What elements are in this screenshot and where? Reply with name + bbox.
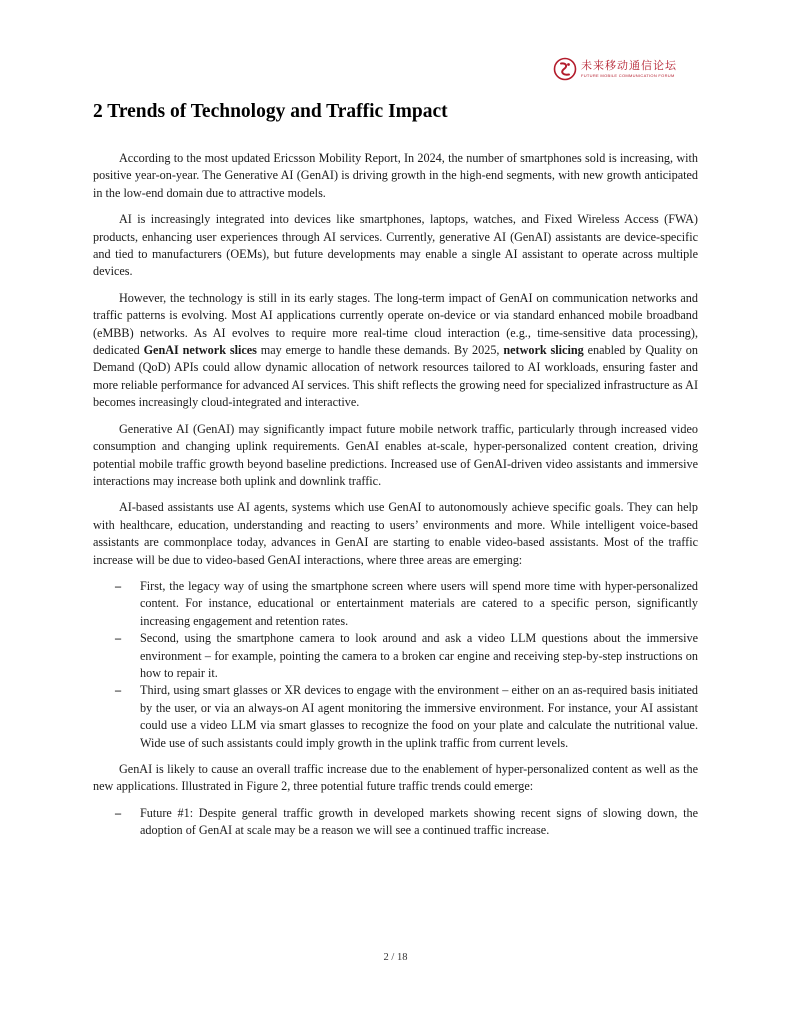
list-item — [93, 682, 698, 752]
paragraph-1: According to the most updated Ericsson Mobility Report, In 2024, the number of smartphones sold is increasing, with positive year-on-year. The Generative AI (GenAI) is driving growth in the high-end segments, with new growth anticipated in the low-end domain due to attractive models. — [93, 151, 698, 200]
document-body — [93, 150, 698, 849]
list-item-text: Future #1: Despite general traffic growth in developed markets showing recent signs of slowing down, the adoption of GenAI at scale may be a reason we will see a continued traffic increase. — [140, 805, 698, 838]
future-trends-list — [93, 805, 698, 840]
forum-logo — [553, 52, 703, 86]
bullet-dash: – — [115, 578, 122, 593]
list-item-text: Second, using the smartphone camera to look around and ask a video LLM questions about the immersive environment – for example, pointing the camera to a broken car engine and receiving step-by-step instructions on how to repair it. — [140, 631, 698, 680]
bold-term-network-slicing: network slicing — [503, 343, 584, 358]
page-number: 2 / 18 — [383, 952, 408, 963]
forum-logo-icon — [553, 57, 577, 81]
paragraph-6: GenAI is likely to cause an overall traffic increase due to the enablement of hyper-personalized content as well as the new applications. Illustrated in Figure 2, three potential future traffic trends could emerge: — [93, 762, 698, 794]
list-item — [93, 630, 698, 682]
bullet-dash: – — [115, 683, 122, 698]
bullet-dash: – — [115, 631, 122, 646]
list-item-text: Third, using smart glasses or XR devices to engage with the environment – either on an as-required basis initiated by the user, or via an always-on AI agent monitoring the immersive environment. For instance, your AI assistant could use a video LLM via smart glasses to recognize the food on your plate and calculate the nutritional value. Wide use of such assistants could imply growth in the uplink traffic from current levels. — [140, 683, 698, 750]
list-item — [93, 578, 698, 630]
bold-term-genai-network-slices: GenAI network slices — [143, 343, 257, 358]
paragraph-3-part-c: may emerge to handle these demands. By 2025, — [256, 343, 504, 358]
paragraph-3 — [93, 290, 698, 412]
section-title: 2 Trends of Technology and Traffic Impact — [93, 101, 448, 122]
list-item — [93, 805, 698, 840]
list-item-text: First, the legacy way of using the smartphone screen where users will spend more time with hyper-personalized content. For instance, educational or entertainment materials are catered to a specific person, significantly increasing engagement and retention rates. — [140, 578, 698, 628]
logo-chinese-text: 未来移动通信论坛 — [581, 59, 677, 72]
paragraph-2: AI is increasingly integrated into devices like smartphones, laptops, watches, and Fixed Wireless Access (FWA) products, enhancing user experiences through AI services. Currently, generative AI (GenAI) assistants are device-specific and tied to manufacturers (OEMs), but future developments may enable a single AI assistant to operate across multiple devices. — [93, 212, 698, 279]
paragraph-3-part-a: However, the technology is still in its early stages. The long-term impact of GenAI on communication networks and traffic patterns is evolving. Most AI applications currently operate on-device or via standard enhanced mobile broadband (eMBB) networks. As AI evolves to require more real-time cloud interaction (e.g., time-sensitive data processing), dedicated — [93, 290, 698, 358]
paragraph-3-part-d: enabled by Quality on Demand (QoD) APIs could allow dynamic allocation of network resources tailored to AI workloads, ensuring faster and more reliable performance for advanced AI services. This shift reflects the growing need for specialized infrastructure as AI becomes increasingly cloud-integrated and interactive. — [93, 343, 698, 410]
paragraph-5: AI-based assistants use AI agents, systems which use GenAI to autonomously achieve specific goals. They can help with healthcare, education, understanding and reacting to users’ environments and more. While intelligent voice-based assistants are commonplace today, advances in GenAI are starting to enable video-based assistants. Most of the traffic increase will be due to video-based GenAI interactions, where three areas are emerging: — [93, 500, 698, 567]
emerging-areas-list — [93, 578, 698, 752]
paragraph-4: Generative AI (GenAI) may significantly impact future mobile network traffic, particularly through increased video consumption and changing uplink requirements. GenAI enables at-scale, hyper-personalized content creation, driving potential mobile traffic growth beyond baseline predictions. Increased use of GenAI-driven video assistants and immersive interactions may increase both uplink and downlink traffic. — [93, 421, 698, 488]
bullet-dash: – — [115, 805, 122, 820]
logo-english-text: FUTURE MOBILE COMMUNICATION FORUM — [581, 73, 675, 78]
